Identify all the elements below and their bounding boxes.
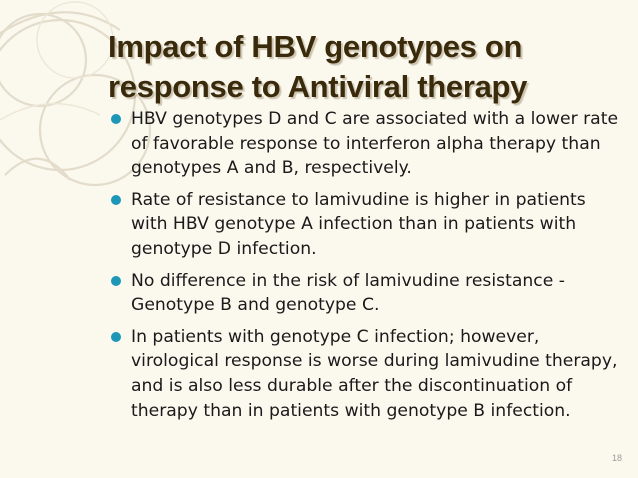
slide-title bbox=[108, 27, 608, 107]
circle-bullet-icon bbox=[111, 195, 121, 205]
bullet-text-2: Rate of resistance to lamivudine is higher in patients with HBV genotype A infection than in patients with genotype D infection. bbox=[131, 189, 586, 259]
bullet-list bbox=[110, 107, 620, 430]
bullet-text-3: No difference in the risk of lamivudine resistance - Genotype B and genotype C. bbox=[131, 270, 565, 316]
slide-number: 18 bbox=[611, 453, 622, 463]
circle-bullet-icon bbox=[111, 276, 121, 286]
bullet-item-4 bbox=[110, 325, 620, 423]
bullet-item-1 bbox=[110, 107, 620, 181]
bullet-item-2 bbox=[110, 188, 620, 262]
circle-bullet-icon bbox=[111, 332, 121, 342]
bullet-text-4: In patients with genotype C infection; however, virological response is worse during lamivudine therapy, and is also less durable after the discontinuation of therapy than in patients with genotype B infection. bbox=[131, 326, 618, 421]
bullet-text-1: HBV genotypes D and C are associated with a lower rate of favorable response to interferon alpha therapy than genotypes A and B, respectively. bbox=[131, 109, 619, 179]
circle-bullet-icon bbox=[111, 114, 121, 124]
slide-title-line-1: Impact of HBV genotypes on bbox=[108, 29, 523, 64]
bullet-item-3 bbox=[110, 269, 620, 318]
slide-title-line-2: response to Antiviral therapy bbox=[108, 69, 528, 104]
